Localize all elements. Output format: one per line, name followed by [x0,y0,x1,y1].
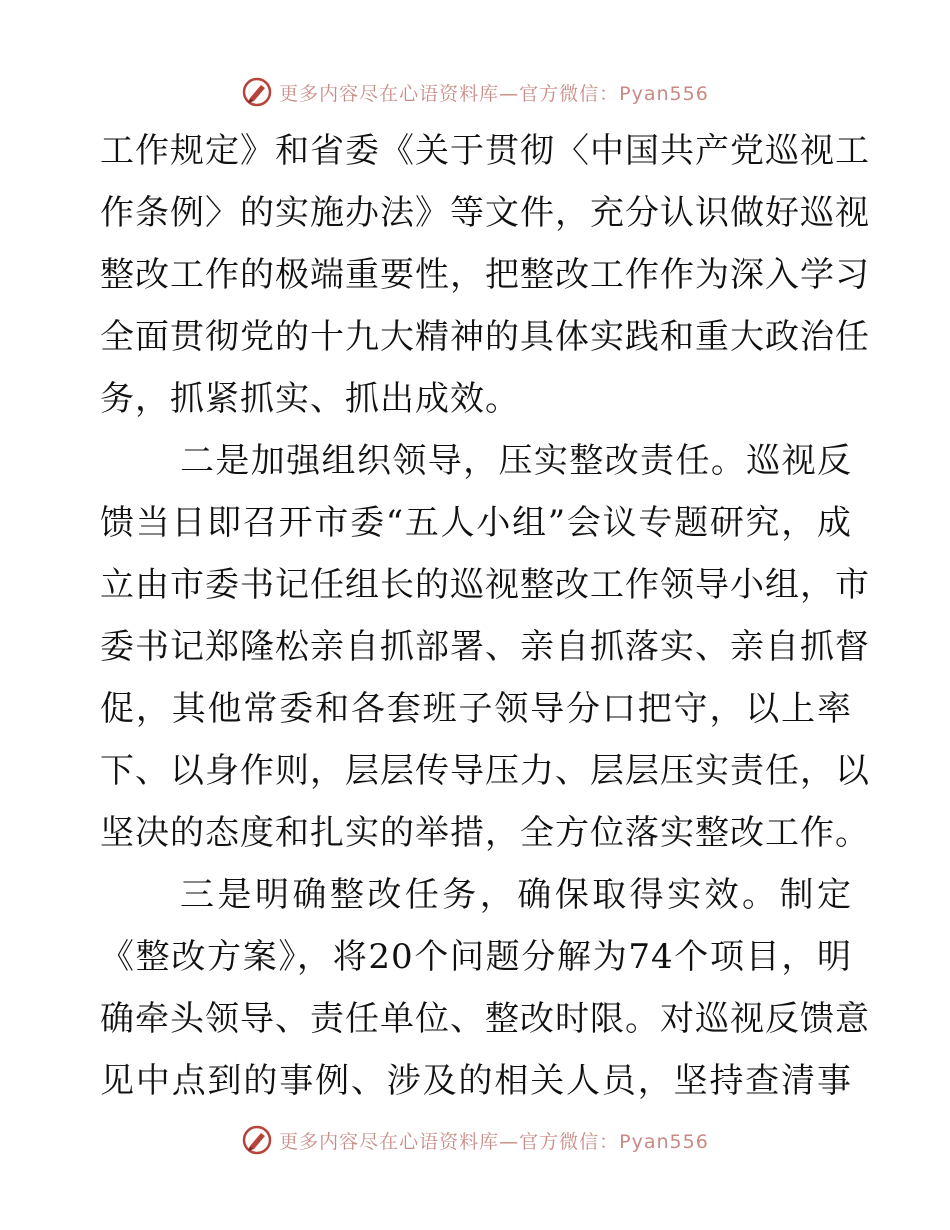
paragraph [100,430,870,864]
pen-logo-icon [241,1124,273,1156]
text-line: 确牵头领导、责任单位、整改时限。对巡视反馈意 [100,999,870,1039]
text-line: 馈当日即召开市委“五人小组”会议专题研究，成 [100,503,852,543]
text-line: 整改工作的极端重要性，把整改工作作为深入学习 [100,255,870,295]
header-watermark [0,72,950,112]
paragraph [100,864,870,1112]
text-line: 见中点到的事例、涉及的相关人员，坚持查清事 [100,1061,852,1101]
text-line: 工作规定》和省委《关于贯彻〈中国共产党巡视工 [100,131,870,171]
text-line: 三是明确整改任务，确保取得实效。制定 [180,875,852,915]
paragraph [100,120,870,430]
text-line: 委书记郑隆松亲自抓部署、亲自抓落实、亲自抓督 [100,627,870,667]
text-line: 下、以身作则，层层传导压力、层层压实责任，以 [100,751,870,791]
text-line: 全面贯彻党的十九大精神的具体实践和重大政治任 [100,317,870,357]
text-line: 二是加强组织领导，压实整改责任。巡视反 [180,441,852,481]
text-line: 作条例〉的实施办法》等文件，充分认识做好巡视 [100,193,870,233]
text-line: 务，抓紧抓实、抓出成效。 [100,379,520,419]
document-body [100,120,870,1112]
text-line: 坚决的态度和扎实的举措，全方位落实整改工作。 [100,813,870,853]
watermark-text: 更多内容尽在心语资料库—官方微信：Pyan556 [279,1130,709,1153]
pen-logo-icon [241,76,273,108]
text-line: 立由市委书记任组长的巡视整改工作领导小组，市 [100,565,870,605]
text-line: 《整改方案》，将20个问题分解为74个项目，明 [100,937,852,977]
text-line: 促，其他常委和各套班子领导分口把守，以上率 [100,689,852,729]
watermark-text: 更多内容尽在心语资料库—官方微信：Pyan556 [279,82,709,105]
footer-watermark [0,1120,950,1160]
